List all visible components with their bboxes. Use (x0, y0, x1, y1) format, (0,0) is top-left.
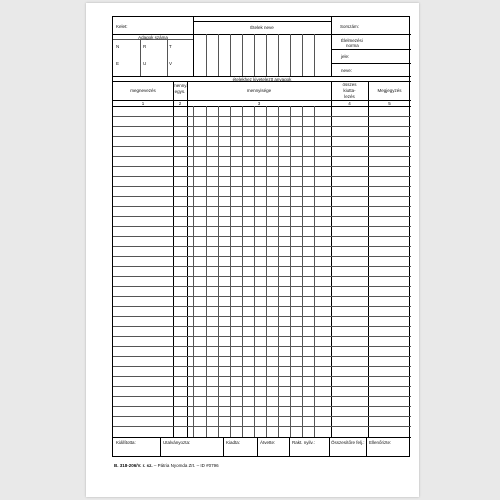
table-divider (331, 81, 332, 437)
food-column-line (290, 34, 291, 76)
footer-divider (289, 437, 290, 457)
footer-atvette: Átvette: (260, 440, 276, 445)
kelet-label: Kelet: (116, 24, 128, 29)
table-row-line (113, 246, 411, 247)
table-row-line (113, 216, 411, 217)
header-divider (140, 39, 141, 76)
table-row-line (113, 386, 411, 387)
header-divider (331, 17, 332, 76)
footer-utalvanyozta: Utalványozta: (163, 440, 191, 445)
footer-ellenorizte: Ellenőrizte: (369, 440, 392, 445)
neve-label: neve: (341, 68, 353, 73)
norm-label-line2: norma (346, 43, 359, 48)
portion-code-e: E (116, 61, 120, 66)
table-row-line (113, 346, 411, 347)
table-row-line (113, 296, 411, 297)
col-header-mennyiseg: mennyisége (246, 88, 272, 93)
footer-kiallitotta: Kiállította: (116, 440, 136, 445)
col-number-5: 5 (388, 101, 391, 106)
food-names-label: Ételek neve (250, 25, 274, 30)
table-divider (173, 81, 174, 437)
col-number-3: 3 (257, 101, 261, 106)
table-row-line (113, 366, 411, 367)
table-row-line (113, 356, 411, 357)
food-column-line (302, 34, 303, 76)
jele-label: jele: (341, 54, 350, 59)
inventory-form (112, 16, 410, 457)
publisher-text: – Pátria Nyomda Zrt. – ID #0796 (153, 463, 219, 468)
form-code-text: B. 318-206/V. r. sz. (114, 463, 153, 468)
table-row-line (113, 176, 411, 177)
table-row-line (113, 396, 411, 397)
col-number-4: 4 (348, 101, 351, 106)
header-line (113, 106, 411, 107)
col-number-2: 2 (178, 101, 182, 106)
header-divider (167, 39, 168, 76)
portion-code-n: N (116, 44, 120, 49)
food-column-line (278, 34, 279, 76)
food-column-line (230, 34, 231, 76)
table-row-line (113, 426, 411, 427)
table-row-line (113, 276, 411, 277)
portion-code-v: V (169, 61, 173, 66)
table-row-line (113, 286, 411, 287)
table-divider (187, 81, 188, 437)
col-header-megnevezes: megnevezés (130, 88, 156, 93)
table-row-line (113, 316, 411, 317)
table-row-line (113, 226, 411, 227)
footer-rakt-nyilv: Rakt. nyilv.: (292, 440, 315, 445)
portions-label: Adagok száma (138, 35, 168, 40)
table-row-line (113, 156, 411, 157)
table-row-line (113, 266, 411, 267)
footer-divider (257, 437, 258, 457)
portion-code-t: T (169, 44, 172, 49)
food-column-line (254, 34, 255, 76)
form-code (114, 463, 219, 468)
footer-divider (329, 437, 330, 457)
sorszam-label: Sorszám: (340, 24, 360, 29)
norm-label-line1: Élelmezési (341, 38, 363, 43)
header-line (331, 49, 411, 50)
col-header-megjegyzes: Megjegyzés (377, 88, 402, 93)
table-row-line (113, 416, 411, 417)
table-row-line (113, 166, 411, 167)
table-row-line (113, 256, 411, 257)
col-header-menny: menny. (173, 83, 188, 88)
table-row-line (113, 406, 411, 407)
col-number-1: 1 (141, 101, 145, 106)
col-header-osszes: összes (342, 82, 357, 87)
footer-osszesitore: Összesítőre felj.: (331, 440, 365, 445)
food-column-line (242, 34, 243, 76)
table-row-line (113, 236, 411, 237)
food-column-line (266, 34, 267, 76)
portion-code-u: U (143, 61, 147, 66)
table-divider (368, 81, 369, 437)
table-row-line (113, 306, 411, 307)
footer-kiadta: Kiadta: (226, 440, 241, 445)
table-row-line (113, 336, 411, 337)
table-row-line (113, 326, 411, 327)
col-header-egys: egys. (174, 89, 186, 94)
section-title: ételekhez kiveteleztt anyagok (232, 77, 292, 82)
footer-divider (223, 437, 224, 457)
table-row-line (113, 146, 411, 147)
table-row-line (113, 126, 411, 127)
food-column-line (206, 34, 207, 76)
header-line (331, 63, 411, 64)
table-row-line (113, 196, 411, 197)
header-top-line (193, 21, 331, 22)
table-row-line (113, 186, 411, 187)
table-row-line (113, 206, 411, 207)
table-row-line (113, 136, 411, 137)
table-row-line (113, 116, 411, 117)
footer-divider (366, 437, 367, 457)
col-header-kiutta: kiutta- (343, 88, 356, 93)
footer-divider (160, 437, 161, 457)
food-column-line (314, 34, 315, 76)
table-row-line (113, 376, 411, 377)
portion-code-r: R (143, 44, 147, 49)
col-header-lezes: lezés (344, 94, 355, 99)
food-column-line (218, 34, 219, 76)
